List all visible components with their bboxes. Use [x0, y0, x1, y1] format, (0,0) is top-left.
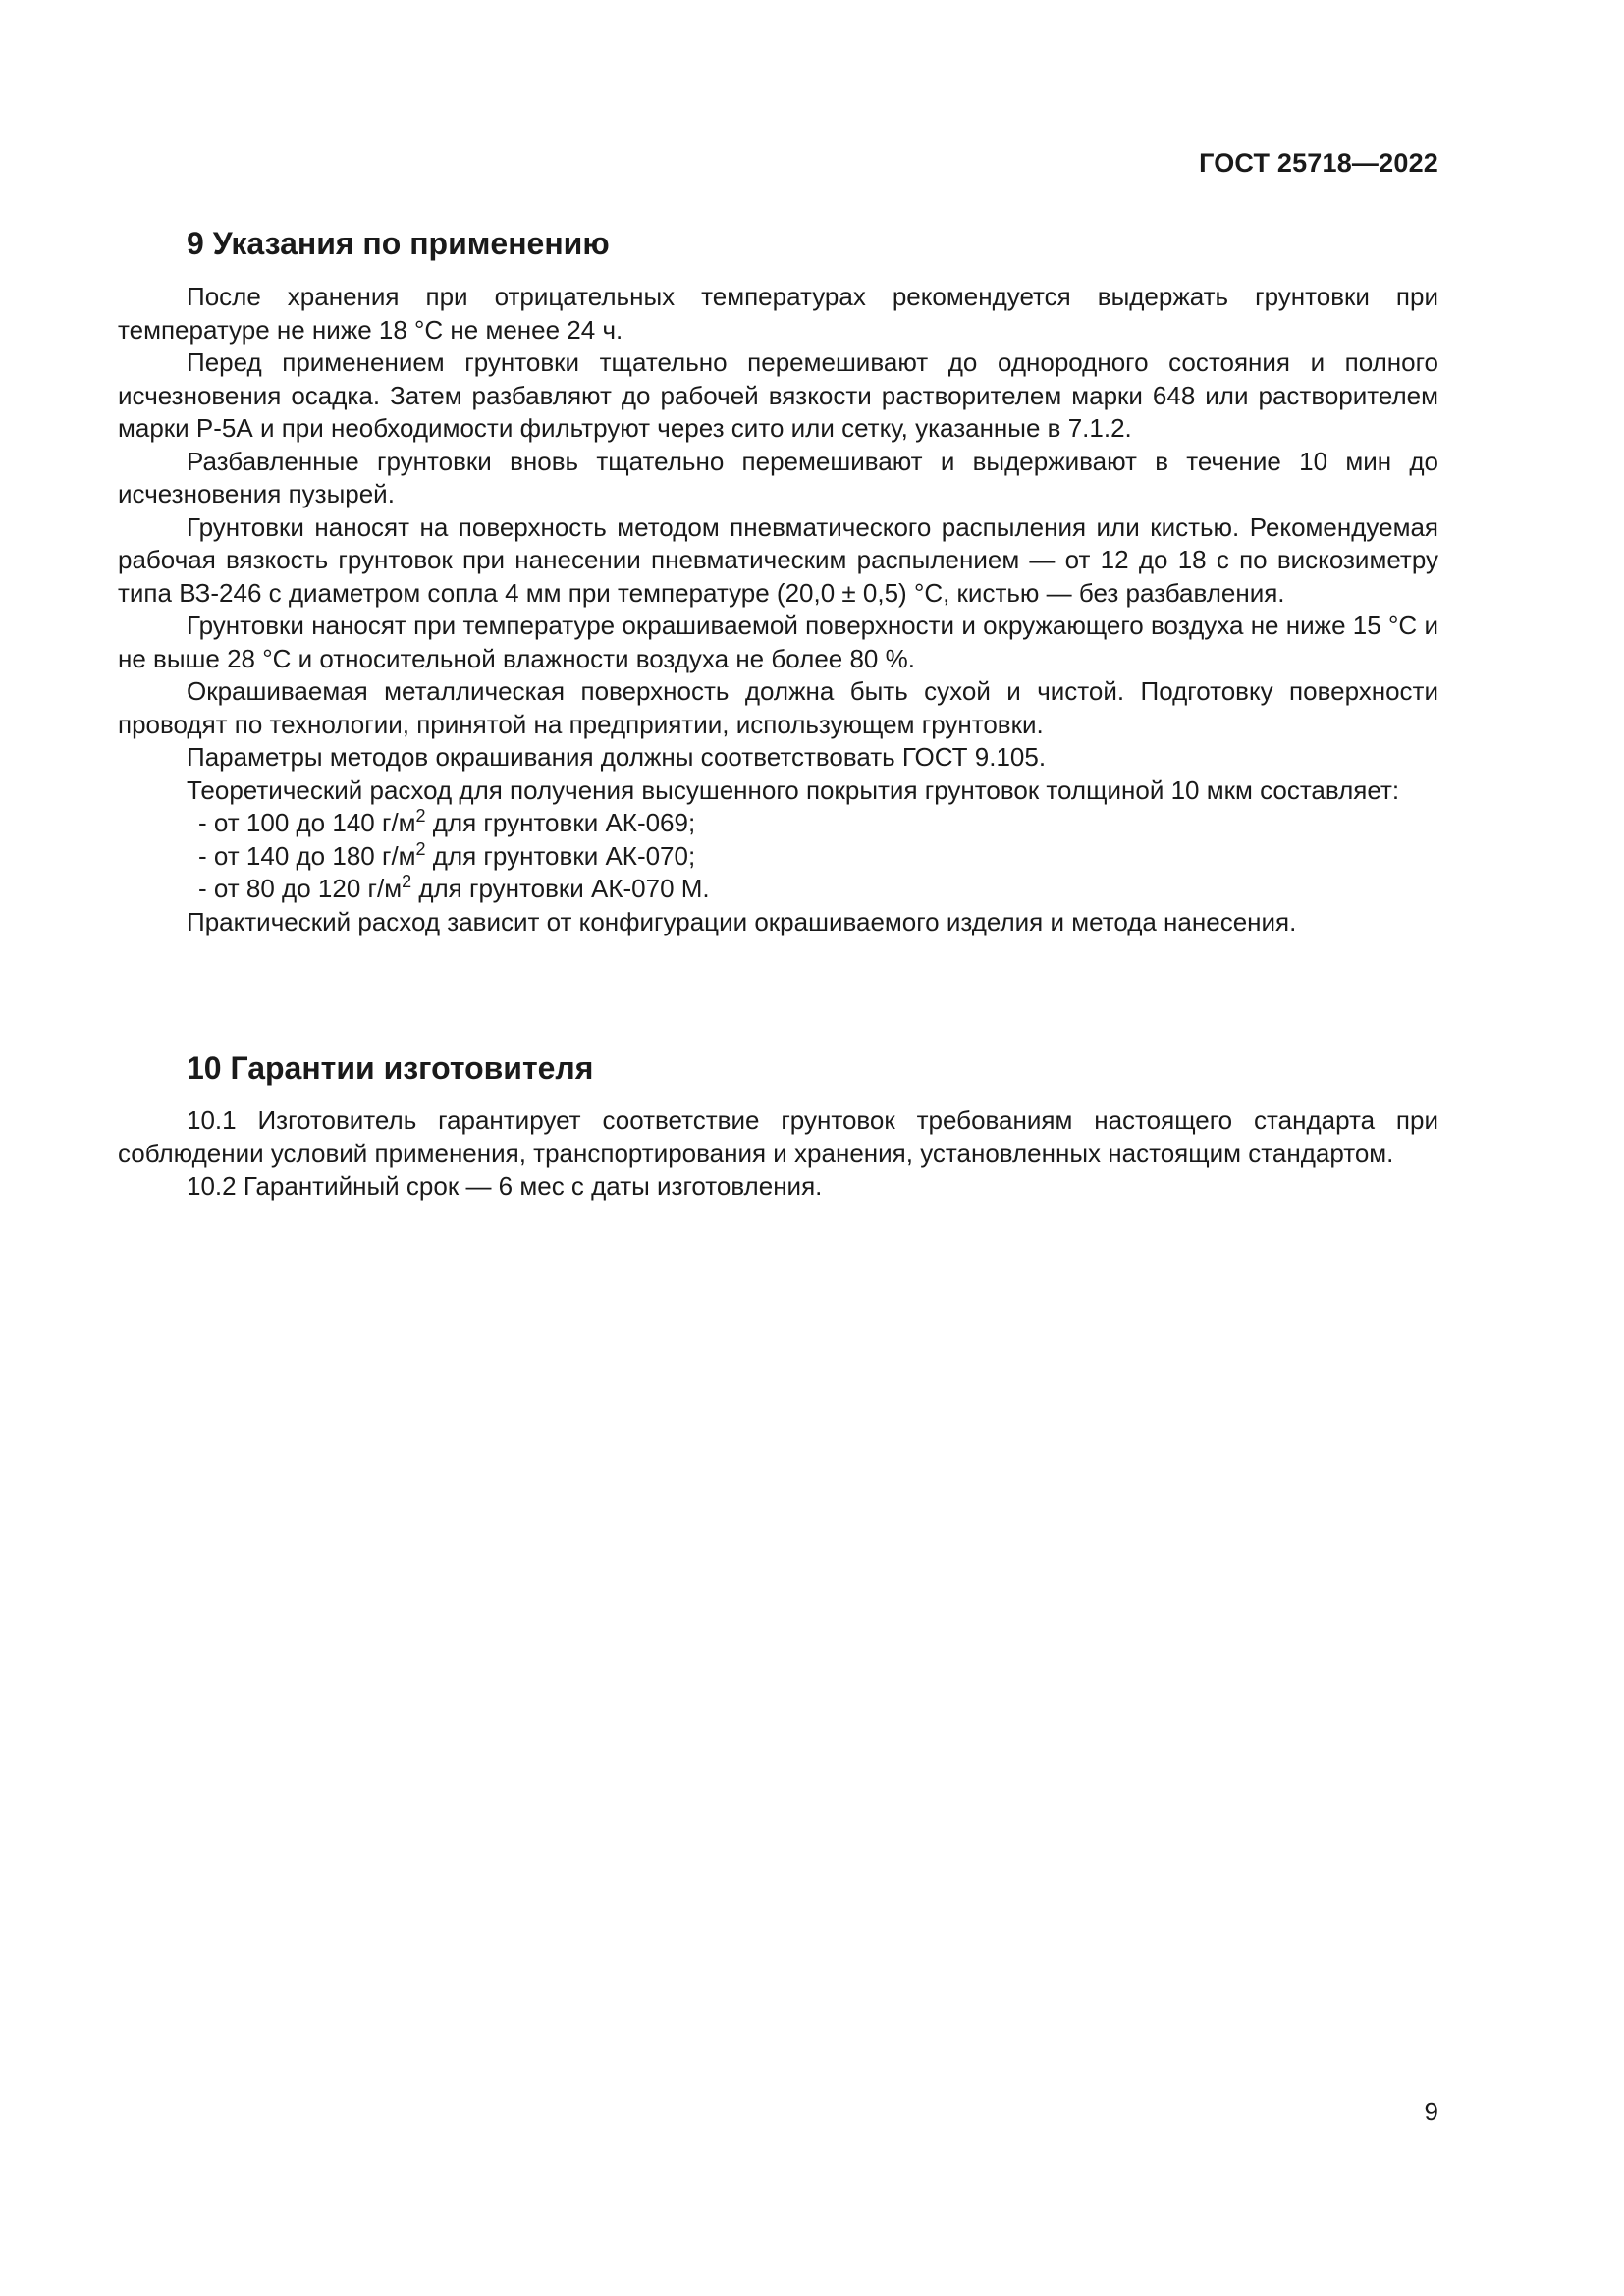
section-title: 9 Указания по применению: [187, 226, 610, 261]
paragraph: После хранения при отрицательных температурах рекомендуется выдержать грунтовки при температуре не ниже 18 °С не менее 24 ч.: [118, 282, 1438, 345]
paragraph: Грунтовки наносят на поверхность методом пневматического распыления или кистью. Рекомендуемая рабочая вязкость грунтовок при нанесении пневматическим распылением — от 12 до 18 с по вискозиметру типа ВЗ-246 с диаметром сопла 4 мм при температуре (20,0 ± 0,5) °С, кистью — без разбавления.: [118, 511, 1438, 608]
paragraph: 10.2 Гарантийный срок — 6 мес с даты изготовления.: [187, 1171, 823, 1201]
paragraph: 10.1 Изготовитель гарантирует соответствие грунтовок требованиям настоящего стандарта при соблюдении условий применения, транспортирования и хранения, установленных настоящим стандартом.: [118, 1105, 1438, 1168]
document-id-header: ГОСТ 25718—2022: [1199, 148, 1438, 178]
section-9: [118, 224, 1438, 938]
paragraph: Практический расход зависит от конфигурации окрашиваемого изделия и метода нанесения.: [187, 906, 1297, 936]
paragraph: Окрашиваемая металлическая поверхность должна быть сухой и чистой. Подготовку поверхности проводят по технологии, принятой на предприятии, использующем грунтовки.: [118, 676, 1438, 739]
consumption-list-item: [198, 840, 1438, 874]
section-10: [118, 1048, 1438, 1203]
superscript: 2: [402, 872, 412, 891]
section-title: 10 Гарантии изготовителя: [187, 1050, 594, 1086]
list-item-text: - от 100 до 140 г/м: [198, 808, 416, 837]
paragraph: Перед применением грунтовки тщательно перемешивают до однородного состояния и полного исчезновения осадка. Затем разбавляют до рабочей вязкости растворителем марки 648 или растворителем марки Р-5А и при необходимости фильтруют через сито или сетку, указанные в 7.1.2.: [118, 347, 1438, 443]
document-page: [118, 0, 1438, 2296]
list-item-text: - от 80 до 120 г/м: [198, 874, 403, 903]
consumption-list-item: [198, 807, 1438, 840]
consumption-list-item: [198, 873, 1438, 906]
superscript: 2: [415, 838, 426, 859]
paragraph: Теоретический расход для получения высушенного покрытия грунтовок толщиной 10 мкм составляет:: [187, 774, 1400, 805]
paragraph: Разбавленные грунтовки вновь тщательно перемешивают и выдерживают в течение 10 мин до исчезновения пузырей.: [118, 446, 1438, 508]
paragraph: Параметры методов окрашивания должны соответствовать ГОСТ 9.105.: [187, 742, 1047, 772]
list-item-text: для грунтовки АК-070 М.: [411, 874, 710, 903]
page-number: 9: [1424, 2097, 1438, 2126]
list-item-text: - от 140 до 180 г/м: [198, 840, 416, 871]
list-item-text: для грунтовки АК-070;: [425, 840, 696, 871]
list-item-text: для грунтовки АК-069;: [425, 808, 696, 837]
superscript: 2: [415, 806, 426, 826]
paragraph: Грунтовки наносят при температуре окрашиваемой поверхности и окружающего воздуха не ниже 15 °С и не выше 28 °С и относительной влажности воздуха не более 80 %.: [118, 611, 1438, 673]
